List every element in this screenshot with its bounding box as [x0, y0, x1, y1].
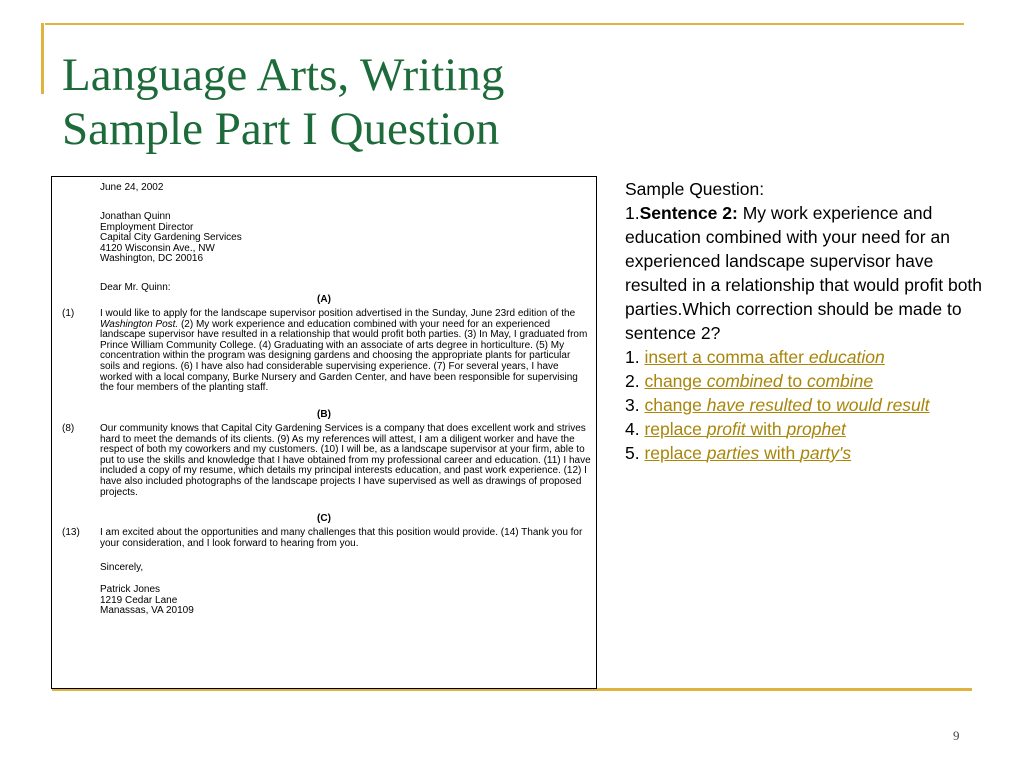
letter-date: June 24, 2002: [100, 182, 164, 193]
option-link[interactable]: insert a comma after education: [644, 347, 885, 367]
option-link[interactable]: replace parties with party's: [644, 443, 852, 463]
paragraph-number: (13): [62, 527, 80, 538]
question-number: 1.: [625, 203, 640, 223]
question-stem: [625, 201, 995, 345]
recipient-line: Employment Director: [100, 221, 194, 233]
letter-paragraph-8: [62, 424, 592, 498]
paragraph-text: Our community knows that Capital City Gardening Services is a company that does excellent work and strives hard to meet the demands of its clients. (9) As my references will attest, I am a diligent worker and have the respect of both my coworkers and my customers. (10) I will be, as a landscape supervisor at your firm, able to put to use the skills and knowledge that I have obtained from my professional career and education. (11) I have included a copy of my resume, which details my principal interests education, and past work experience. (12) I have also included photographs of the landscape projects I have supervised as well as drawings of proposed projects.: [100, 423, 591, 498]
question-heading: Sample Question:: [625, 179, 765, 199]
option-number: 2.: [625, 371, 645, 391]
option-link[interactable]: change combined to combine: [644, 371, 874, 391]
paragraph-number: (8): [62, 423, 75, 434]
recipient-line: 4120 Wisconsin Ave., NW: [100, 242, 215, 254]
option-link[interactable]: replace profit with prophet: [644, 419, 846, 439]
page-number: 9: [953, 728, 960, 743]
title-line-2: Sample Part I Question: [62, 103, 500, 155]
slide-title: [62, 48, 504, 156]
recipient-line: Jonathan Quinn: [100, 211, 171, 222]
paragraph-text: I am excited about the opportunities and many challenges that this position would provide. (14) Thank you for your consideration, and I look forward to hearing from you.: [100, 527, 583, 549]
sender-line: 1219 Cedar Lane: [100, 594, 178, 606]
letter-closing: Sincerely,: [100, 562, 144, 573]
sample-question: [625, 177, 995, 465]
letter-paragraph-13: [62, 528, 592, 549]
paragraph-text: I would like to apply for the landscape supervisor position advertised in the Sunday, June 23rd edition of the Washington Post. (2) My work experience and education combined with your need for an experienced landscape supervisor have resulted in a relationship that would profit both parties. (3) In May, I graduated from Prince William Community College. (4) Graduating with an associate of arts degree in horticulture. (5) My concentration within the program was designing gardens and choosing the appropriate plants for particular soils and regions. (6) I have also had considerable supervising experience. (7) For several years, I have worked with a local company, Burke Nursery and Garden Center, and have been responsible for supervising the four members of the planting staff.: [100, 308, 588, 394]
option-number: 4.: [625, 419, 645, 439]
option-number: 1.: [625, 347, 645, 367]
answer-option-3: [625, 393, 995, 417]
letter-paragraph-1: [62, 309, 592, 394]
left-accent-rule: [41, 23, 44, 94]
sentence-label: Sentence 2:: [639, 203, 738, 223]
answer-option-1: [625, 345, 995, 369]
recipient-line: Capital City Gardening Services: [100, 232, 242, 244]
recipient-line: Washington, DC 20016: [100, 253, 204, 265]
option-number: 5.: [625, 443, 645, 463]
answer-option-4: [625, 417, 995, 441]
top-accent-rule: [45, 23, 964, 25]
answer-options: [625, 345, 995, 465]
title-line-1: Language Arts, Writing: [62, 49, 505, 101]
option-number: 3.: [625, 395, 645, 415]
paragraph-number: (1): [62, 308, 75, 319]
sender-line: Patrick Jones: [100, 584, 161, 595]
sample-letter: [51, 176, 597, 689]
option-link[interactable]: change have resulted to would result: [644, 395, 930, 415]
sender-line: Manassas, VA 20109: [100, 605, 194, 617]
letter-salutation: Dear Mr. Quinn:: [100, 282, 171, 293]
question-text: My work experience and education combined with your need for an experienced landscape supervisor have resulted in a relationship that would profit both parties.Which correction should be made to sentence 2?: [625, 203, 983, 343]
answer-option-2: [625, 369, 995, 393]
answer-option-5: [625, 441, 995, 465]
section-label-c: (C): [317, 513, 331, 524]
section-label-b: (B): [317, 409, 331, 420]
section-label-a: (A): [317, 294, 331, 305]
